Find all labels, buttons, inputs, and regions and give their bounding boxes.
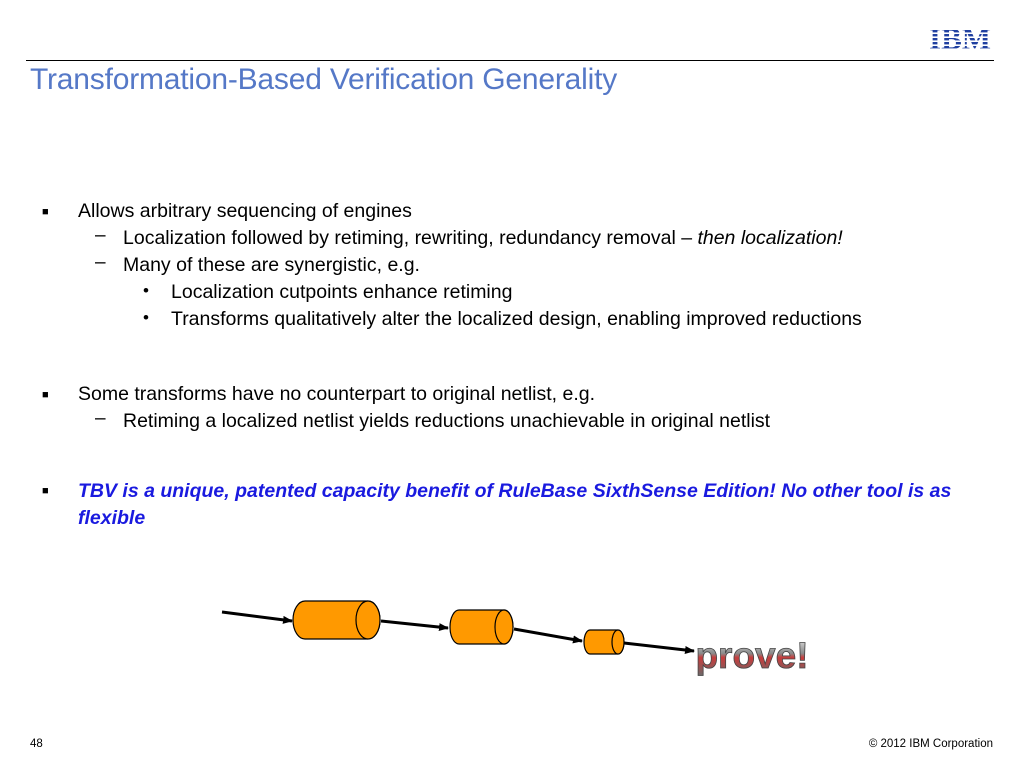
bullet-marker: ■ bbox=[42, 206, 49, 218]
page-number: 48 bbox=[30, 738, 43, 750]
bullet-marker: ■ bbox=[42, 389, 49, 401]
dot-marker: • bbox=[143, 281, 149, 300]
bullet-2-sub-1: Retiming a localized netlist yields reductions unachievable in original netlist bbox=[123, 410, 771, 432]
bullet-1-sub-2-item-1: Localization cutpoints enhance retiming bbox=[171, 281, 513, 303]
netlist-cylinder-small bbox=[584, 630, 624, 654]
bullet-1-sub-2-item-2: Transforms qualitatively alter the localized design, enabling improved reductions bbox=[171, 308, 862, 330]
bullet-3-highlight: TBV is a unique, patented capacity benefit of RuleBase SixthSense Edition! No other tool is as flexible bbox=[78, 480, 952, 529]
copyright: © 2012 IBM Corporation bbox=[868, 738, 993, 750]
bullet-1-text: Allows arbitrary sequencing of engines bbox=[78, 200, 412, 222]
netlist-cylinder-large bbox=[293, 601, 380, 639]
arrow-3 bbox=[624, 643, 694, 651]
netlist-cylinder-medium bbox=[450, 610, 513, 644]
dash-marker: – bbox=[95, 408, 106, 429]
bullet-2-text: Some transforms have no counterpart to original netlist, e.g. bbox=[78, 383, 596, 405]
prove-label: prove! bbox=[695, 635, 809, 676]
ibm-logo-text: IBM bbox=[929, 22, 991, 54]
dash-marker: – bbox=[95, 225, 106, 246]
bullet-1-sub-1-text: Localization followed by retiming, rewriting, redundancy removal – bbox=[123, 227, 698, 249]
bullet-marker: ■ bbox=[42, 485, 49, 497]
arrow-in bbox=[222, 612, 292, 621]
page-title: Transformation-Based Verification Generality bbox=[30, 63, 618, 96]
bullet-1-sub-1-emph: then localization! bbox=[697, 227, 843, 249]
dash-marker: – bbox=[95, 252, 106, 273]
arrow-2 bbox=[514, 629, 582, 641]
bullet-1-sub-2: Many of these are synergistic, e.g. bbox=[123, 254, 420, 276]
dot-marker: • bbox=[143, 308, 149, 327]
arrow-1 bbox=[381, 621, 448, 628]
